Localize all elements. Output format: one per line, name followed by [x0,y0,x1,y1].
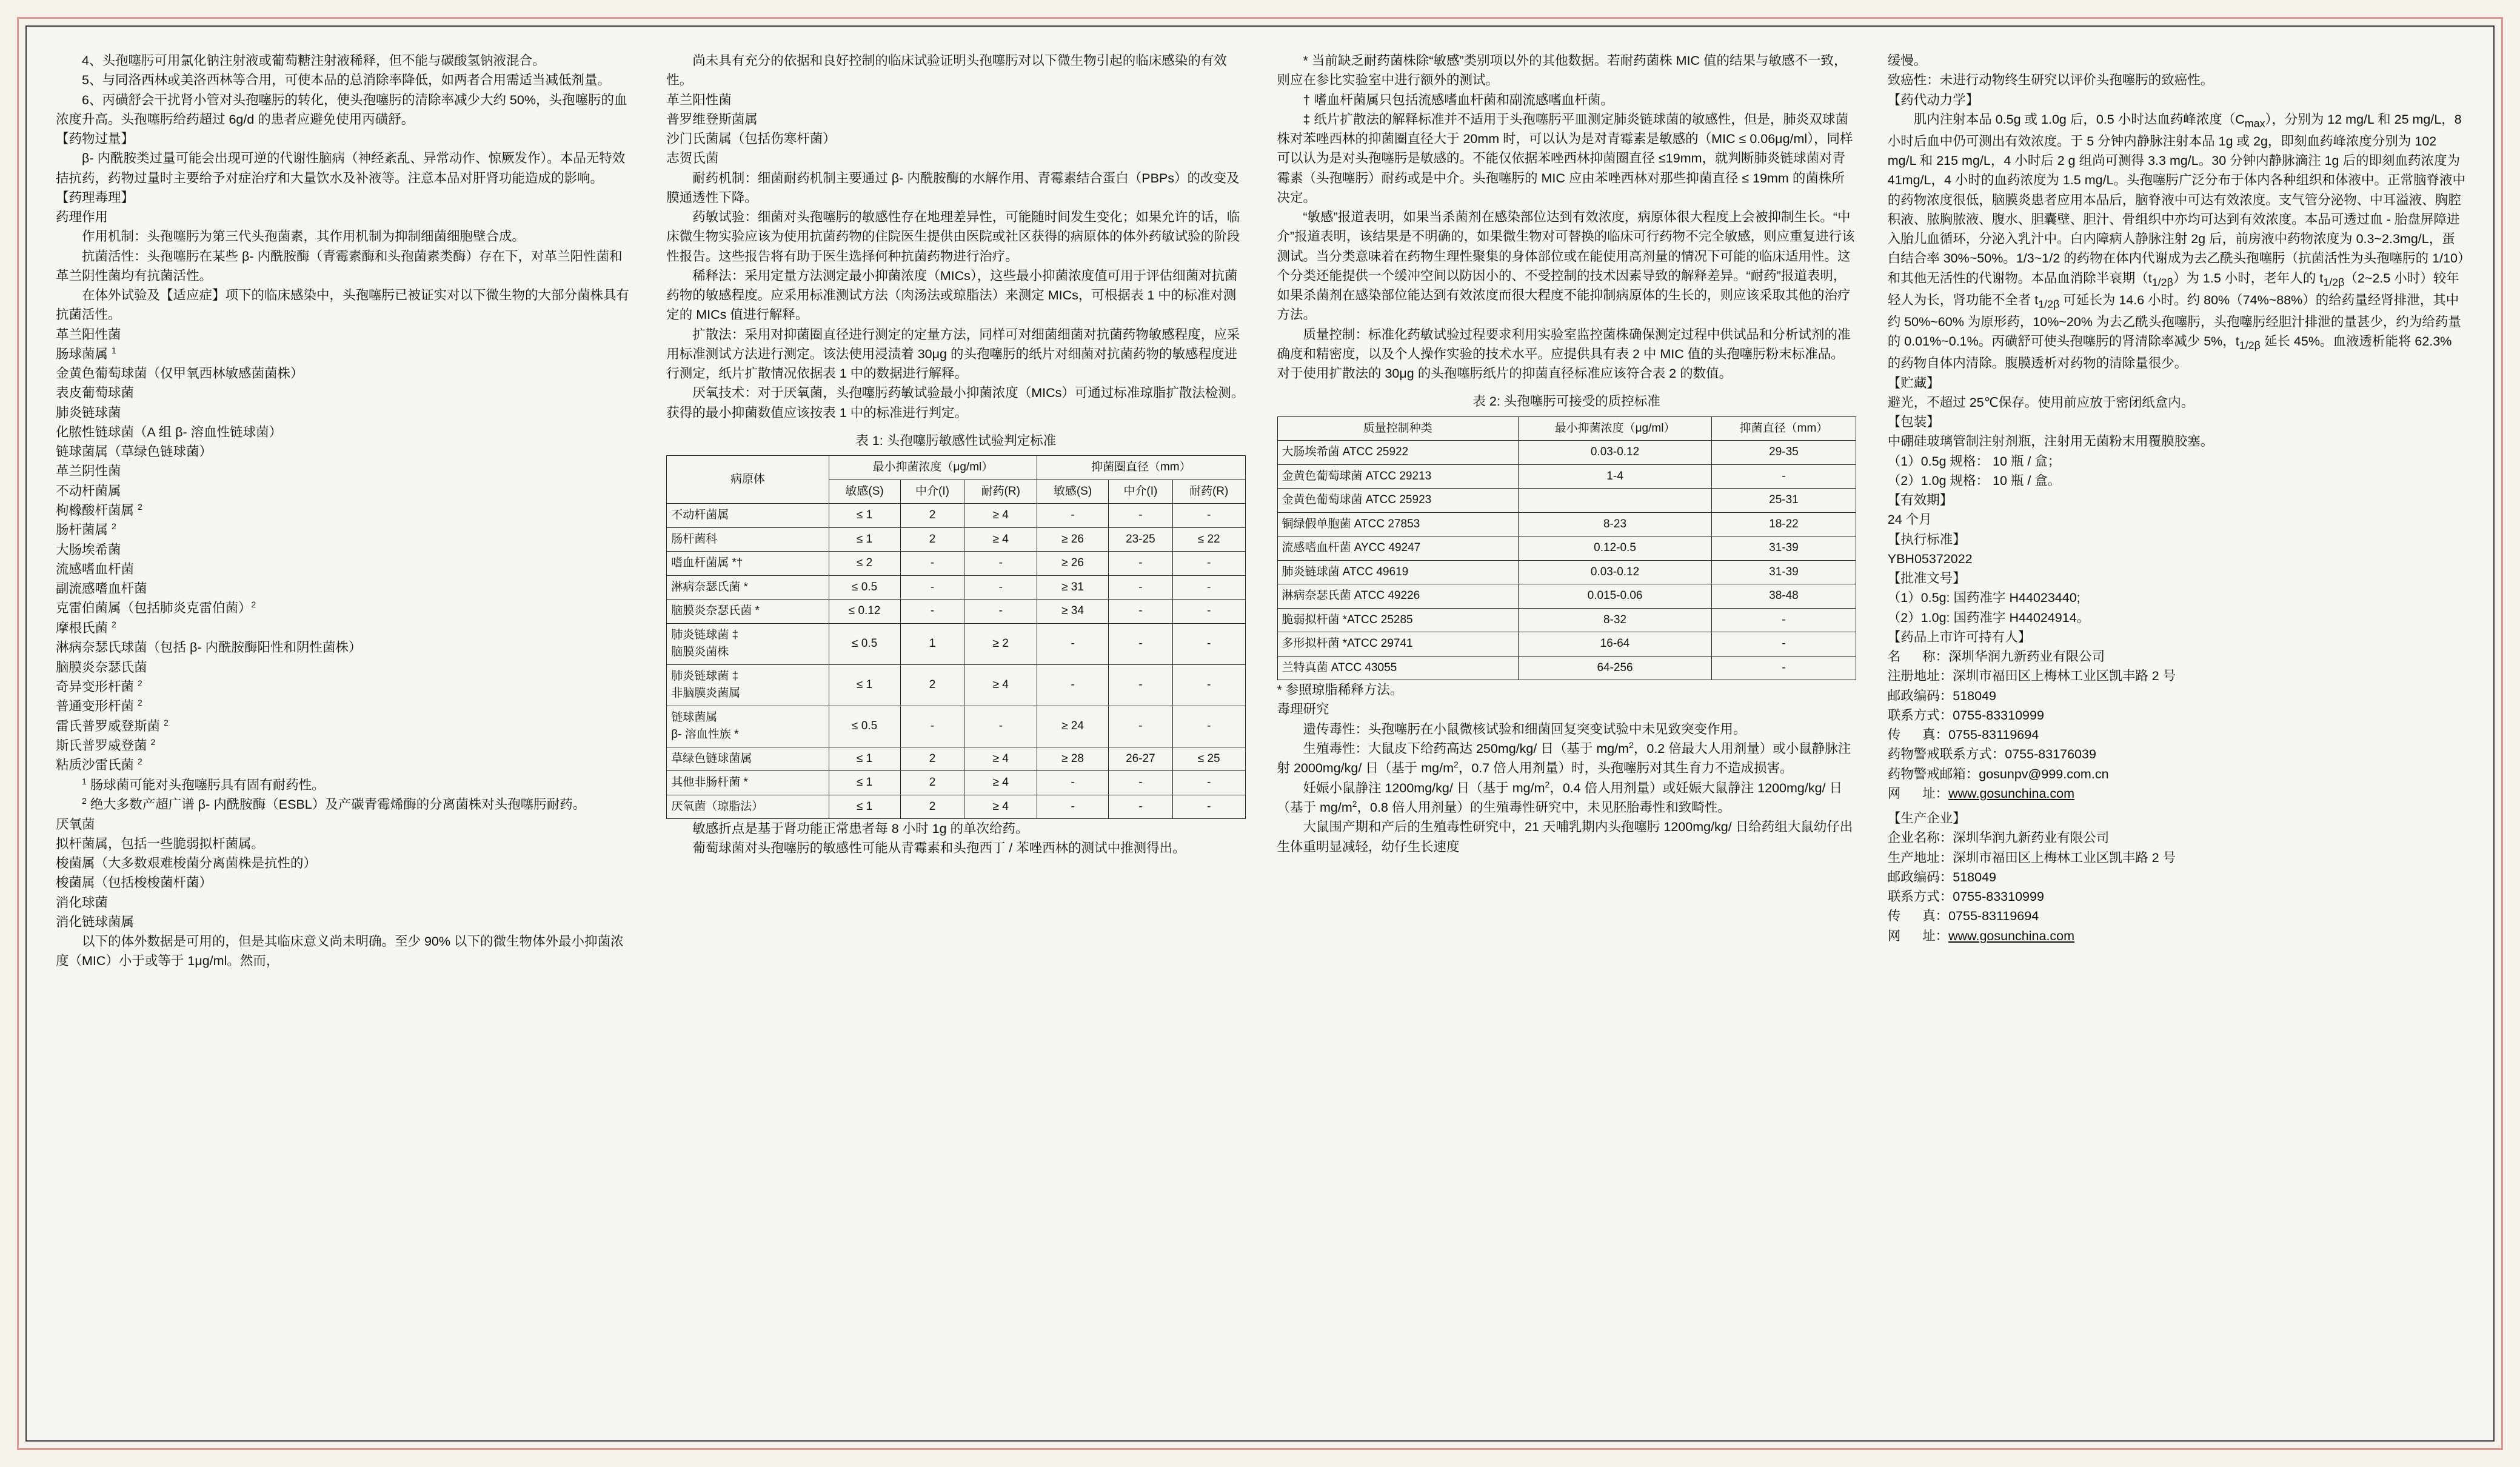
t1-r3-c6: - [1172,575,1245,600]
col1-para-9: 在体外试验及【适应症】项下的临床感染中，头孢噻肟已被证实对以下微生物的大部分菌株具有抗菌活性。 [56,288,630,322]
t1-h-zone: 抑菌圈直径（mm） [1037,456,1245,480]
t1-r5-c5: - [1108,623,1172,664]
t2-r0-c0: 大肠埃希菌 ATCC 25922 [1277,441,1518,465]
t2-r9-c1: 64-256 [1518,656,1711,680]
col1-para-24: 克雷伯菌属（包括肺炎克雷伯菌）$^2$ [56,600,256,616]
t2-r3-c2: 18-22 [1712,512,1856,536]
t2-r9-c0: 兰特真菌 ATCC 43055 [1277,656,1518,680]
col2-para-8: 扩散法：采用对抑菌圈直径进行测定的定量方法，同样可对细菌细菌对抗菌药物敏感程度，应采用标准测试方法进行测定。该法使用浸渍着 30μg 的头孢噻肟的纸片对细菌对抗菌药物的敏感程度进行测定，纸片扩散情况依据表 1 中的数据进行解释。 [666,327,1240,381]
t2-r1-c1: 1-4 [1518,464,1711,489]
column-2 [650,38,1261,1429]
t2-r7-c2: - [1712,608,1856,632]
t1-r4-c0: 脑膜炎奈瑟氏菌 * [667,600,829,624]
t2-header-1: 最小抑菌浓度（μg/ml） [1518,416,1711,441]
t2-r0-c1: 0.03-0.12 [1518,441,1711,465]
t1-r7-c4: ≥ 24 [1037,706,1109,747]
t1-r1-c1: ≤ 1 [829,527,900,552]
table-row [667,600,1245,624]
col3-after-3: 生殖毒性：大鼠皮下给药高达 250mg/kg/ 日（基于 $mg/m^2$，0.2 倍最大人用剂量）或小鼠静脉注射 2000mg/kg/ 日（基于 $mg/m^2$，0.7 倍人用剂量）时，头孢噻肟对其生育力不造成损害。 [1277,740,1851,776]
t1-r0-c1: ≤ 1 [829,504,900,528]
col4-para-8: （1）0.5g 规格： 10 瓶 / 盒； [1887,453,2061,469]
t1-r6-c0: 肺炎链球菌 ‡ 非脑膜炎菌属 [667,664,829,706]
t1-r8-c6: ≤ 25 [1172,747,1245,771]
t1-r2-c6: - [1172,552,1245,576]
col1-para-32: 粘质沙雷氏菌 $^2$ [56,757,142,773]
holder-label-6: 药物警戒邮箱： [1887,766,1979,781]
col1-para-8: 抗菌活性：头孢噻肟在某些 β- 内酰胺酶（青霉素酶和头孢菌素类酶）存在下，对革兰阳性菌和革兰阴性菌均有抗菌活性。 [56,249,623,283]
holder-value-5: 0755-83176039 [2005,747,2096,762]
col4-para-14: 【批准文号】 [1887,571,1966,586]
col1-para-18: 不动杆菌属 [56,483,121,498]
table-row [667,706,1245,747]
col1-para-37: 梭菌属（大多数艰难梭菌分离菌株是抗性的） [56,856,317,871]
t1-r5-c3: ≥ 2 [964,623,1037,664]
holder-label-3: 联系方式： [1887,707,1953,723]
t1-r1-c5: 23-25 [1108,527,1172,552]
t1-r7-c1: ≤ 0.5 [829,706,900,747]
table-row [1277,560,1856,584]
col3-after-2: 遗传毒性：头孢噻肟在小鼠微核试验和细菌回复突变试验中未见致突变作用。 [1303,721,1746,737]
col3-para-4: 质量控制：标准化药敏试验过程要求利用实验室监控菌株确保测定过程中供试品和分析试剂的准确度和精密度，以及个人操作实验的技术水平。应提供具有表 2 中 MIC 值的头孢噻肟粉末标准品。对于使用扩散法的 30μg 的头孢噻肟纸片的抑菌直径标准应该符合表 2 的数值。 [1277,327,1851,381]
col4-para-4: 【贮藏】 [1887,375,1940,390]
col1-para-17: 革兰阴性菌 [56,464,121,479]
t1-subheader-3: 敏感(S) [1037,480,1109,504]
t2-r3-c0: 铜绿假单胞菌 ATCC 27853 [1277,512,1518,536]
holder-row-4 [1888,725,2467,744]
t1-r10-c5: - [1108,795,1172,819]
holder-label-5: 药物警戒联系方式： [1887,747,2005,762]
t1-r9-c2: 2 [900,771,964,795]
col4-para-6: 【包装】 [1887,415,1940,430]
col2-para-2: 普罗维登斯菌属 [666,112,758,127]
col4-para-2: 【药代动力学】 [1887,92,1979,107]
t1-r1-c0: 肠杆菌科 [667,527,829,552]
table-row [1277,632,1856,657]
col4-para-16: （2）1.0g: 国药准字 H44024914。 [1887,610,2090,625]
holder-value-6: gosunpv@999.com.cn [1979,766,2109,781]
t1-r7-c0: 链球菌属 β- 溶血性族 * [667,706,829,747]
t1-r3-c1: ≤ 0.5 [829,575,900,600]
t1-r8-c4: ≥ 28 [1037,747,1109,771]
col1-para-5: 【药理毒理】 [56,190,135,205]
t2-r8-c2: - [1712,632,1856,657]
col1-para-38: 梭菌属（包括梭梭菌杆菌） [56,875,213,891]
t1-r0-c2: 2 [900,504,964,528]
col1-para-10: 革兰阳性菌 [56,327,121,342]
table-row [1277,608,1856,632]
t2-header-0: 质量控制种类 [1277,416,1518,441]
t1-r2-c2: - [900,552,964,576]
t1-r8-c3: ≥ 4 [964,747,1037,771]
holder-value-1: 深圳市福田区上梅林工业区凯丰路 2 号 [1953,669,2176,684]
col2-para-9: 厌氧技术：对于厌氧菌，头孢噻肟药敏试验最小抑菌浓度（MICs）可通过标准琼脂扩散法检测。获得的最小抑菌数值应该按表 1 中的标准进行判定。 [666,386,1245,420]
table2-title: 表 2: 头孢噻肟可接受的质控标准 [1472,394,1660,409]
table-row [1277,536,1856,561]
t1-r9-c3: ≥ 4 [964,771,1037,795]
t1-r9-c5: - [1108,771,1172,795]
column-3 [1262,38,1872,1429]
col1-para-15: 化脓性链球菌（A 组 β- 溶血性链球菌） [56,424,282,439]
t1-r6-c1: ≤ 1 [829,664,900,706]
col2-para-3: 沙门氏菌属（包括伤寒杆菌） [666,132,836,146]
t2-r3-c1: 8-23 [1518,512,1711,536]
t1-r10-c1: ≤ 1 [829,795,900,819]
table-row [1277,489,1856,513]
table-row [667,771,1245,795]
col1-para-3: 【药物过量】 [56,132,135,146]
t2-r7-c1: 8-32 [1518,608,1711,632]
holder-row-3 [1888,706,2467,725]
t1-r5-c6: - [1172,623,1245,664]
t2-r8-c1: 16-64 [1518,632,1711,657]
producer-value-5[interactable]: www.gosunchina.com [1948,928,2075,943]
col4-para-13: YBH05372022 [1887,551,1973,566]
col1-para-29: 普通变形杆菌 $^2$ [56,698,142,714]
col4-para-7: 中硼硅玻璃管制注射剂瓶，注射用无菌粉末用覆膜胶塞。 [1887,434,2214,449]
t1-r5-c4: - [1037,623,1109,664]
producer-label-2: 邮政编码： [1887,869,1953,884]
holder-value-3: 0755-83310999 [1953,707,2044,723]
col4-para-17: 【药品上市许可持有人】 [1887,629,2031,644]
col1-para-7: 作用机制：头孢噻肟为第三代头孢菌素，其作用机制为抑制细菌细胞壁合成。 [82,229,526,244]
t1-r7-c2: - [900,706,964,747]
t1-r4-c3: - [964,600,1037,624]
col1-para-0: 4、头孢噻肟可用氯化钠注射液或葡萄糖注射液稀释，但不能与碳酸氢钠液混合。 [82,53,546,68]
producer-value-0: 深圳华润九新药业有限公司 [1953,830,2110,846]
col4-para-3: 肌内注射本品 0.5g 或 1.0g 后，0.5 小时达血药峰浓度$(C_{max})$，分别为 12 mg/L 和 25 mg/L，8 小时后血中仍可测出有效浓度。于 5 分钟内静脉注射本品 1g 或 2g，即刻血药峰浓度分别为 102 mg/L 和 215 mg/L，4 小时后 2 g 组尚可测得 3.3 mg/L。30 分钟内静脉滴注 1g 后的即刻血药浓度为 41mg/L，4 小时的血药浓度为 1.5 mg/L。头孢噻肟广泛分布于体内各种组织和体液中。正常脑脊液中的药物浓度很低，脑膜炎患者应用本品后，脑脊液中可达有效浓度。支气管分泌物、中耳溢液、胸腔积液、脓胸脓液、腹水、胆囊壁、胆汁、骨组织中亦均可达到有效浓度。本品可透过血 - 胎盘屏障进入胎儿血循环，分泌入乳汁中。白内障病人静脉注射 2g 后，前房液中药物浓度为 0.3~2.3mg/L，蛋白结合率 30%~50%。1/3~1/2 的药物在体内代谢成为去乙酰头孢噻肟（抗菌活性为头孢噻肟的 1/10）和其他无活性的代谢物。本品血消除半衰期$(t_{1/2\beta})$为 1.5 小时，老年人的 $t_{1/2\beta}(2\sim 2.5$ 小时）较年轻人为长，肾功能不全者 $t_{1/2\beta}$ 可延长为 14.6 小时。约 80%（74%~88%）的给药量经肾排泄，其中约 50%~60% 为原形药，10%~20% 为去乙酰头孢噻肟，头孢噻肟经胆汁排泄的量甚少，约为给药量的 0.01%~0.1%。丙磺舒可使头孢噻肟的肾清除率减少 5%，$t_{1/2\beta}$ 延长 45%。血液透析能将 62.3% 的药物自体内清除。腹膜透析对药物的清除量很少。 [1887,112,2466,371]
col1-para-30: 雷氏普罗威登斯菌 $^2$ [56,717,169,734]
table-row [1277,512,1856,536]
t1-subheader-5: 耐药(R) [1172,480,1245,504]
t2-r2-c2: 25-31 [1712,489,1856,513]
holder-value-7[interactable]: www.gosunchina.com [1948,786,2075,801]
t1-subheader-2: 耐药(R) [964,480,1037,504]
column-1 [38,38,650,1429]
t1-r0-c0: 不动杆菌属 [667,504,829,528]
t1-r4-c5: - [1108,600,1172,624]
producer-value-2: 518049 [1953,869,1997,884]
col1-para-27: 脑膜炎奈瑟氏菌 [56,660,147,675]
producer-row-2 [1888,867,2467,887]
t1-r6-c2: 2 [900,664,964,706]
t2-header-2: 抑菌直径（mm） [1712,416,1856,441]
t1-r8-c5: 26-27 [1108,747,1172,771]
t1-r10-c6: - [1172,795,1245,819]
holder-row-0 [1888,647,2467,666]
column-4 [1872,38,2482,1429]
t1-r3-c3: - [964,575,1037,600]
t1-r6-c4: - [1037,664,1109,706]
t1-r9-c1: ≤ 1 [829,771,900,795]
t1-r2-c0: 嗜血杆菌属 *† [667,552,829,576]
holder-value-4: 0755-83119694 [1948,727,2039,743]
t1-r1-c6: ≤ 22 [1172,527,1245,552]
t1-r6-c5: - [1108,664,1172,706]
table-row [667,795,1245,819]
t1-r2-c1: ≤ 2 [829,552,900,576]
table-row [667,664,1245,706]
t2-r4-c0: 流感嗜血杆菌 AYCC 49247 [1277,536,1518,561]
t1-r2-c4: ≥ 26 [1037,552,1109,576]
holder-label-2: 邮政编码： [1887,688,1953,703]
t1-r0-c3: ≥ 4 [964,504,1037,528]
holder-row-6 [1888,764,2467,784]
t1-r3-c0: 淋病奈瑟氏菌 * [667,575,829,600]
t1-r1-c4: ≥ 26 [1037,527,1109,552]
table-row [1277,584,1856,609]
table-row [667,552,1245,576]
producer-label-1: 生产地址： [1887,850,1953,865]
holder-label-7: 网 址： [1887,786,1949,801]
producer-row-3 [1888,887,2467,906]
table-row [1277,656,1856,680]
t1-r0-c5: - [1108,504,1172,528]
table-row [667,575,1245,600]
t1-r4-c4: ≥ 34 [1037,600,1109,624]
col2-para-1: 革兰阳性菌 [666,92,732,107]
table-row [667,747,1245,771]
col2-after-1: 葡萄球菌对头孢噻肟的敏感性可能从青霉素和头孢西丁 / 苯唑西林的测试中推测得出。 [692,841,1186,856]
qc-table [1277,416,1856,681]
col3-after-4: 妊娠小鼠静注 1200mg/kg/ 日（基于 $mg/m^2$，0.4 倍人用剂量）或妊娠大鼠静注 1200mg/kg/ 日（基于 $mg/m^2$，0.8 倍人用剂量）的生殖毒性研究中，未见胚胎毒性和致畸性。 [1277,779,1842,815]
col3-para-1: † 嗜血杆菌属只包括流感嗜血杆菌和副流感嗜血杆菌。 [1303,92,1614,107]
t2-r6-c1: 0.015-0.06 [1518,584,1711,609]
t1-r9-c0: 其他非肠杆菌 * [667,771,829,795]
col1-para-33: $^1$ 肠球菌可能对头孢噻肟具有固有耐药性。 [82,776,325,792]
t1-r4-c1: ≤ 0.12 [829,600,900,624]
col4-para-15: （1）0.5g: 国药准字 H44023440; [1887,590,2081,606]
producer-title: 【生产企业】 [1887,811,1966,826]
col1-para-14: 肺炎链球菌 [56,405,121,420]
t2-r6-c0: 淋病奈瑟氏菌 ATCC 49226 [1277,584,1518,609]
holder-row-1 [1888,666,2467,686]
t1-r10-c2: 2 [900,795,964,819]
t2-r5-c1: 0.03-0.12 [1518,560,1711,584]
col1-para-36: 拟杆菌属，包括一些脆弱拟杆菌属。 [56,836,265,851]
col4-para-10: 【有效期】 [1887,493,1953,508]
col3-after-5: 大鼠围产期和产后的生殖毒性研究中，21 天哺乳期内头孢噻肟 1200mg/kg/ 日给药组大鼠幼仔出生体重明显减轻，幼仔生长速度 [1277,820,1853,854]
col3-para-0: * 当前缺乏耐药菌株除“敏感”类别项以外的其他数据。若耐药菌株 MIC 值的结果与敏感不一致，则应在参比实验室中进行额外的测试。 [1277,53,1847,88]
producer-label-5: 网 址： [1887,928,1949,943]
t1-r10-c3: ≥ 4 [964,795,1037,819]
col2-para-6: 药敏试验：细菌对头孢噻肟的敏感性存在地理差异性，可能随时间发生变化；如果允许的话，临床微生物实验应该为使用抗菌药物的住院医生提供由医院或社区获得的病原体的体外药敏试验的阶段性报告。这些报告将有助于医生选择何种抗菌药物进行治疗。 [666,210,1240,264]
holder-label-1: 注册地址： [1887,669,1953,684]
susceptibility-table [666,455,1245,819]
holder-row-2 [1888,686,2467,706]
producer-row-4 [1888,906,2467,926]
t1-r10-c4: - [1037,795,1109,819]
col4-para-11: 24 个月 [1887,512,1932,527]
t1-h-organism: 病原体 [667,456,829,504]
t1-r9-c6: - [1172,771,1245,795]
t1-r0-c4: - [1037,504,1109,528]
t2-r2-c0: 金黄色葡萄球菌 ATCC 25923 [1277,489,1518,513]
t1-r3-c2: - [900,575,964,600]
col1-para-4: β- 内酰胺类过量可能会出现可逆的代谢性脑病（神经紊乱、异常动作、惊厥发作）。本品无特效拮抗药，药物过量时主要给予对症治疗和大量饮水及补液等。注意本品对肝肾功能造成的影响。 [56,151,626,185]
col1-para-40: 消化链球菌属 [56,914,135,929]
leaflet-columns [38,38,2482,1429]
col1-para-21: 大肠埃希菌 [56,542,121,557]
table-row [667,623,1245,664]
col3-para-3: “敏感”报道表明，如果当杀菌剂在感染部位达到有效浓度，病原体很大程度上会被抑制生长。“中介”报道表明，该结果是不明确的，如果微生物对可替换的临床可行药物不完全敏感，则应重复进行该测试。当分类意味着在药物生理性聚集的身体部位或在能使用高剂量的情况下可能的临床适用性。这个分类还能提供一个缓冲空间以防因小的、不受控制的技术因素导致的解释差异。“耐药”报道表明，如果杀菌剂在感染部位能达到有效浓度而很大程度不能抑制病原体的生长的，则应该采取其他的治疗方法。 [1277,210,1855,322]
producer-label-4: 传 真： [1887,909,1949,924]
col2-after-0: 敏感折点是基于肾功能正常患者每 8 小时 1g 的单次给药。 [692,821,1029,836]
t2-r5-c2: 31-39 [1712,560,1856,584]
col2-para-5: 耐药机制：细菌耐药机制主要通过 β- 内酰胺酶的水解作用、青霉素结合蛋白（PBPs）的改变及膜通透性下降。 [666,170,1240,205]
holder-row-7 [1888,784,2467,803]
t1-r6-c3: ≥ 4 [964,664,1037,706]
t1-r7-c5: - [1108,706,1172,747]
t1-r8-c2: 2 [900,747,964,771]
col1-para-31: 斯氏普罗威登菌 $^2$ [56,737,156,754]
producer-row-0 [1888,828,2467,847]
col1-para-23: 副流感嗜血杆菌 [56,581,147,596]
col4-para-12: 【执行标准】 [1887,532,1966,547]
t1-h-mic: 最小抑菌浓度（μg/ml） [829,456,1037,480]
t2-r1-c0: 金黄色葡萄球菌 ATCC 29213 [1277,464,1518,489]
table1-title: 表 1: 头孢噻肟敏感性试验判定标准 [855,433,1057,448]
col3-after-1: 毒理研究 [1277,702,1329,717]
t1-r1-c2: 2 [900,527,964,552]
t1-r3-c5: - [1108,575,1172,600]
col1-para-22: 流感嗜血杆菌 [56,561,135,576]
col1-para-2: 6、丙磺舒会干扰肾小管对头孢噻肟的转化，使头孢噻肟的清除率减少大约 50%，头孢噻肟的血浓度升高。头孢噻肟给药超过 6g/d 的患者应避免使用丙磺舒。 [56,92,627,127]
holder-value-2: 518049 [1953,688,1997,703]
producer-row-5 [1888,926,2467,946]
col1-para-39: 消化球菌 [56,895,109,910]
producer-row-1 [1888,848,2467,867]
holder-value-0: 深圳华润九新药业有限公司 [1948,649,2105,664]
table-row [1277,464,1856,489]
t2-r2-c1 [1518,489,1711,513]
col1-para-34: $^2$ 绝大多数产超广谱 β- 内酰胺酶（ESBL）及产碳青霉烯酶的分离菌株对头孢噻肟耐药。 [82,796,586,812]
t1-r4-c2: - [900,600,964,624]
col1-para-28: 奇异变形杆菌 $^2$ [56,678,142,694]
col1-para-16: 链球菌属（草绿色链球菌） [56,444,213,459]
t1-r3-c4: ≥ 31 [1037,575,1109,600]
producer-value-3: 0755-83310999 [1953,889,2044,904]
t1-r7-c3: - [964,706,1037,747]
holder-label-0: 名 称： [1887,649,1949,664]
col4-para-5: 避光，不超过 25℃保存。使用前应放于密闭纸盒内。 [1887,395,2194,410]
col1-para-41: 以下的体外数据是可用的，但是其临床意义尚未明确。至少 90% 以下的微生物体外最小抑菌浓度（MIC）小于或等于 1μg/ml。然而， [56,934,624,969]
t1-r5-c0: 肺炎链球菌 ‡ 脑膜炎菌株 [667,623,829,664]
col1-para-35: 厌氧菌 [56,817,95,832]
col1-para-11: 肠球菌属 $^1$ [56,345,116,361]
col1-para-6: 药理作用 [56,210,109,224]
t1-r0-c6: - [1172,504,1245,528]
t1-subheader-1: 中介(I) [900,480,964,504]
holder-row-5 [1888,744,2467,764]
producer-label-0: 企业名称： [1887,830,1953,846]
t1-r10-c0: 厌氧菌（琼脂法） [667,795,829,819]
t2-r0-c2: 29-35 [1712,441,1856,465]
t2-r7-c0: 脆弱拟杆菌 *ATCC 25285 [1277,608,1518,632]
t1-r7-c6: - [1172,706,1245,747]
col4-para-1: 致癌性：未进行动物终生研究以评价头孢噻肟的致癌性。 [1887,73,2214,88]
t1-r5-c2: 1 [900,623,964,664]
t2-r1-c2: - [1712,464,1856,489]
t2-r8-c0: 多形拟杆菌 *ATCC 29741 [1277,632,1518,657]
producer-value-1: 深圳市福田区上梅林工业区凯丰路 2 号 [1953,850,2176,865]
t1-r4-c6: - [1172,600,1245,624]
col1-para-25: 摩根氏菌 $^2$ [56,619,116,636]
col1-para-13: 表皮葡萄球菌 [56,386,135,401]
holder-label-4: 传 真： [1887,727,1949,743]
col1-para-12: 金黄色葡萄球菌（仅甲氧西林敏感菌菌株） [56,366,304,381]
col1-para-20: 肠杆菌属 $^2$ [56,521,116,538]
t1-r2-c3: - [964,552,1037,576]
t1-subheader-4: 中介(I) [1108,480,1172,504]
t2-r4-c1: 0.12-0.5 [1518,536,1711,561]
t1-r5-c1: ≤ 0.5 [829,623,900,664]
t2-r9-c2: - [1712,656,1856,680]
col1-para-19: 枸橼酸杆菌属 $^2$ [56,501,142,518]
table-row [667,527,1245,552]
col2-para-0: 尚未具有充分的依据和良好控制的临床试验证明头孢噻肟对以下微生物引起的临床感染的有效性。 [666,53,1227,88]
col3-after-0: * 参照琼脂稀释方法。 [1277,683,1403,697]
t1-r8-c0: 草绿色链球菌属 [667,747,829,771]
t2-r5-c0: 肺炎链球菌 ATCC 49619 [1277,560,1518,584]
table-row [1277,441,1856,465]
t1-r8-c1: ≤ 1 [829,747,900,771]
table-row [667,504,1245,528]
t2-r6-c2: 38-48 [1712,584,1856,609]
col4-para-0: 缓慢。 [1887,53,1927,68]
col1-para-26: 淋病奈瑟氏球菌（包括 β- 内酰胺酶阳性和阴性菌株） [56,640,362,655]
col4-para-9: （2）1.0g 规格： 10 瓶 / 盒。 [1887,473,2061,488]
col3-para-2: ‡ 纸片扩散法的解释标准并不适用于头孢噻肟平皿测定肺炎链球菌的敏感性，但是，肺炎双球菌株对苯唑西林的抑菌圈直径大于 20mm 时，可以认为是对青霉素是敏感的（MIC ≤ 0.06μg/ml），同样可以认为是对头孢噻肟是敏感的。不能仅依据苯唑西林抑菌圈直径 ≤19mm，就判断肺炎链球菌对青霉素（头孢噻肟）耐药或是中介。头孢噻肟的 MIC 应由苯唑西林对那些抑菌直径 ≤ 19mm 的菌株所决定。 [1277,112,1853,205]
t1-r2-c5: - [1108,552,1172,576]
t1-r6-c6: - [1172,664,1245,706]
col2-para-7: 稀释法：采用定量方法测定最小抑菌浓度（MICs），这些最小抑菌浓度值可用于评估细菌对抗菌药物的敏感程度。应采用标准测试方法（肉汤法或琼脂法）来测定 MICs，可根据表 1 中的标准对测定的 MICs 值进行解释。 [666,268,1238,322]
t1-r9-c4: - [1037,771,1109,795]
t1-subheader-0: 敏感(S) [829,480,900,504]
col1-para-1: 5、与同洛西林或美洛西林等合用，可使本品的总消除率降低，如两者合用需适当减低剂量。 [82,73,610,88]
col2-para-4: 志贺氏菌 [666,151,719,166]
t2-r4-c2: 31-39 [1712,536,1856,561]
t1-r1-c3: ≥ 4 [964,527,1037,552]
producer-value-4: 0755-83119694 [1948,909,2039,924]
producer-label-3: 联系方式： [1887,889,1953,904]
